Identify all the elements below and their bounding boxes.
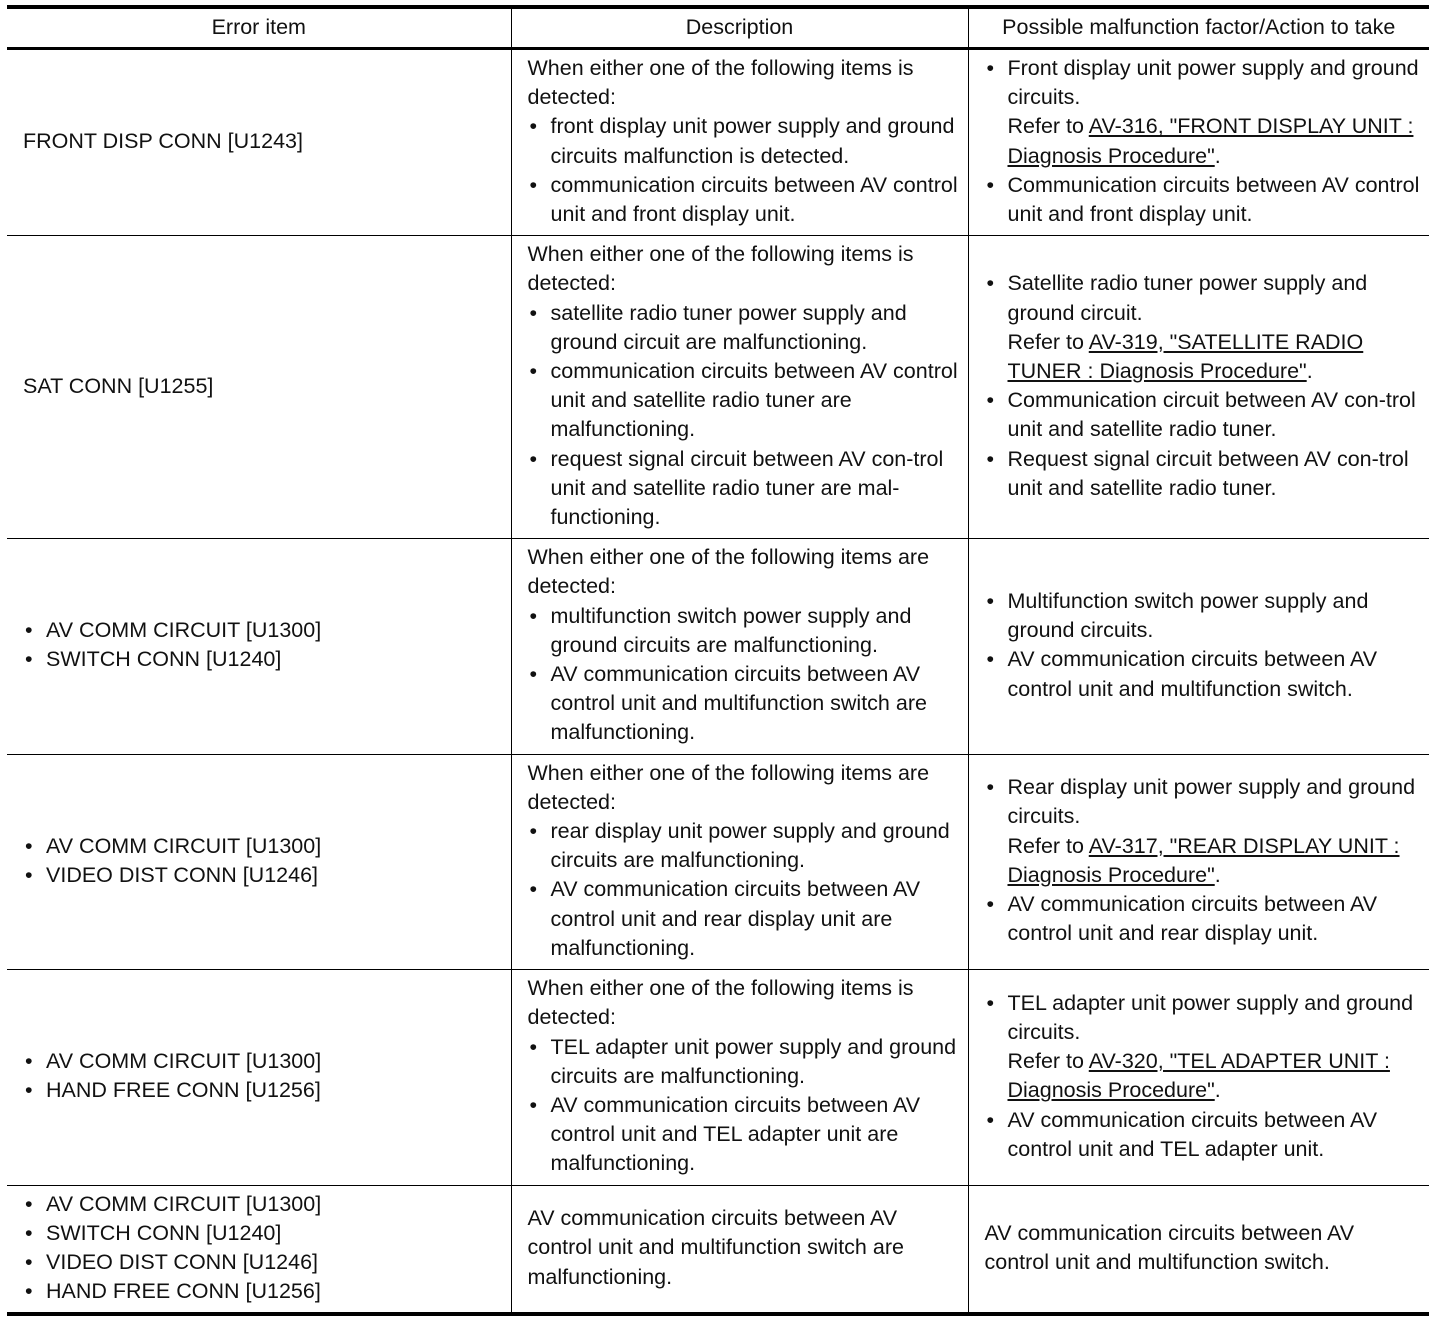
description-bullet: • request signal circuit between AV con-trol unit and satellite radio tuner are mal-functioning.: [528, 445, 960, 533]
error-item-bullet: • AV COMM CIRCUIT [U1300]: [23, 832, 503, 861]
action-bullet: [985, 269, 1422, 386]
error-item-cell: [7, 49, 511, 236]
description-list: [528, 602, 960, 748]
description-bullet: • AV communication circuits between AV control unit and multifunction switch are malfunctioning.: [528, 660, 960, 748]
description-intro: When either one of the following items is detected:: [527, 976, 914, 1030]
error-item-cell: [7, 1185, 511, 1314]
description-list: [528, 817, 960, 963]
action-bullet: [985, 54, 1422, 171]
description-list: [528, 299, 960, 533]
error-item-cell: [7, 236, 511, 539]
error-item-text: SAT CONN [U1255]: [23, 373, 214, 398]
error-item-bullet: • SWITCH CONN [U1240]: [23, 645, 503, 674]
action-list: [985, 773, 1422, 948]
error-item-bullet: • AV COMM CIRCUIT [U1300]: [23, 616, 503, 645]
action-bullet: • Multifunction switch power supply and ground circuits.: [985, 587, 1422, 645]
error-item-bullet: • SWITCH CONN [U1240]: [23, 1219, 503, 1248]
description-bullet: • satellite radio tuner power supply and ground circuit are malfunctioning.: [528, 299, 960, 357]
action-cell: [968, 754, 1429, 969]
description-cell: [511, 539, 968, 754]
action-cell: [968, 539, 1429, 754]
error-item-cell: [7, 970, 511, 1185]
error-table: [7, 5, 1429, 1316]
reference-link[interactable]: AV-317, "REAR DISPLAY UNIT : Diagnosis Procedure": [1007, 833, 1400, 887]
action-list: [985, 54, 1422, 229]
description-bullet: • TEL adapter unit power supply and ground circuits are malfunctioning.: [528, 1033, 960, 1091]
description-cell: [511, 1185, 968, 1314]
action-cell: [968, 236, 1429, 539]
action-bullet: • AV communication circuits between AV control unit and TEL adapter unit.: [985, 1106, 1422, 1164]
reference-link[interactable]: AV-316, "FRONT DISPLAY UNIT : Diagnosis Procedure": [1007, 114, 1414, 168]
error-item-text: FRONT DISP CONN [U1243]: [23, 129, 303, 153]
action-list: [985, 587, 1422, 704]
table-row: [7, 539, 1429, 754]
description-intro: When either one of the following items is detected:: [527, 242, 914, 296]
description-bullet: • AV communication circuits between AV control unit and rear display unit are malfunctioning.: [528, 875, 960, 963]
refer-end: .: [1214, 143, 1221, 168]
error-item-list: [23, 832, 503, 890]
table-row: [7, 49, 1429, 236]
table-row: [7, 236, 1429, 539]
header-action: Possible malfunction factor/Action to take: [968, 7, 1429, 49]
refer-label: Refer to: [1007, 833, 1089, 858]
description-list: [528, 1033, 960, 1179]
action-list: [985, 269, 1422, 503]
action-text: Front display unit power supply and ground circuits.: [1007, 56, 1419, 110]
refer-label: Refer to: [1007, 1049, 1089, 1074]
action-text: Satellite radio tuner power supply and ground circuit.: [1007, 271, 1368, 325]
description-bullet: • AV communication circuits between AV control unit and TEL adapter unit are malfunctioning.: [528, 1091, 960, 1179]
action-bullet: • AV communication circuits between AV control unit and rear display unit.: [985, 890, 1422, 948]
description-cell: [511, 754, 968, 969]
table-row: [7, 1185, 1429, 1314]
description-cell: [511, 236, 968, 539]
header-description: Description: [511, 7, 968, 49]
description-intro: When either one of the following items are detected:: [527, 545, 930, 599]
description-bullet: • front display unit power supply and ground circuits malfunction is detected.: [528, 112, 960, 170]
action-bullet: • Communication circuit between AV con-trol unit and satellite radio tuner.: [985, 386, 1422, 444]
error-item-list: [23, 1190, 503, 1307]
error-item-cell: [7, 539, 511, 754]
description-bullet: • communication circuits between AV control unit and satellite radio tuner are malfunctioning.: [528, 357, 960, 445]
error-item-bullet: • VIDEO DIST CONN [U1246]: [23, 861, 503, 890]
description-cell: [511, 49, 968, 236]
action-bullet: [985, 989, 1422, 1106]
header-error-item: Error item: [7, 7, 511, 49]
refer-end: .: [1214, 862, 1221, 887]
action-cell: [968, 49, 1429, 236]
error-item-bullet: • HAND FREE CONN [U1256]: [23, 1277, 503, 1306]
refer-label: Refer to: [1007, 329, 1089, 354]
table-row: [7, 970, 1429, 1185]
action-text: TEL adapter unit power supply and ground circuits.: [1007, 990, 1414, 1044]
description-bullet: • multifunction switch power supply and ground circuits are malfunctioning.: [528, 602, 960, 660]
action-bullet: • Request signal circuit between AV con-trol unit and satellite radio tuner.: [985, 445, 1422, 503]
error-item-bullet: • HAND FREE CONN [U1256]: [23, 1076, 503, 1105]
table-row: [7, 754, 1429, 969]
description-intro: When either one of the following items is detected:: [527, 56, 914, 110]
description-intro: When either one of the following items are detected:: [527, 760, 930, 814]
reference-link[interactable]: AV-320, "TEL ADAPTER UNIT : Diagnosis Procedure": [1007, 1049, 1390, 1103]
refer-end: .: [1306, 359, 1313, 384]
error-item-bullet: • AV COMM CIRCUIT [U1300]: [23, 1190, 503, 1219]
action-cell: [968, 1185, 1429, 1314]
description-list: [528, 112, 960, 229]
error-item-cell: [7, 754, 511, 969]
error-item-list: [23, 1047, 503, 1105]
error-item-bullet: • AV COMM CIRCUIT [U1300]: [23, 1047, 503, 1076]
header-row: [7, 7, 1429, 49]
description-bullet: • communication circuits between AV control unit and front display unit.: [528, 171, 960, 229]
action-bullet: • Communication circuits between AV control unit and front display unit.: [985, 171, 1422, 229]
action-list: [985, 989, 1422, 1164]
action-bullet: [985, 773, 1422, 890]
action-text: Rear display unit power supply and ground circuits.: [1007, 775, 1416, 829]
description-cell: [511, 970, 968, 1185]
description-text: AV communication circuits between AV control unit and multifunction switch are malfunctioning.: [527, 1206, 904, 1289]
action-cell: [968, 970, 1429, 1185]
action-text: AV communication circuits between AV control unit and multifunction switch.: [984, 1220, 1355, 1274]
action-bullet: • AV communication circuits between AV control unit and multifunction switch.: [985, 645, 1422, 703]
error-item-bullet: • VIDEO DIST CONN [U1246]: [23, 1248, 503, 1277]
refer-label: Refer to: [1007, 114, 1089, 139]
description-bullet: • rear display unit power supply and ground circuits are malfunctioning.: [528, 817, 960, 875]
refer-end: .: [1214, 1078, 1221, 1103]
reference-link[interactable]: AV-319, "SATELLITE RADIO TUNER : Diagnosis Procedure": [1007, 329, 1364, 384]
error-item-list: [23, 616, 503, 674]
